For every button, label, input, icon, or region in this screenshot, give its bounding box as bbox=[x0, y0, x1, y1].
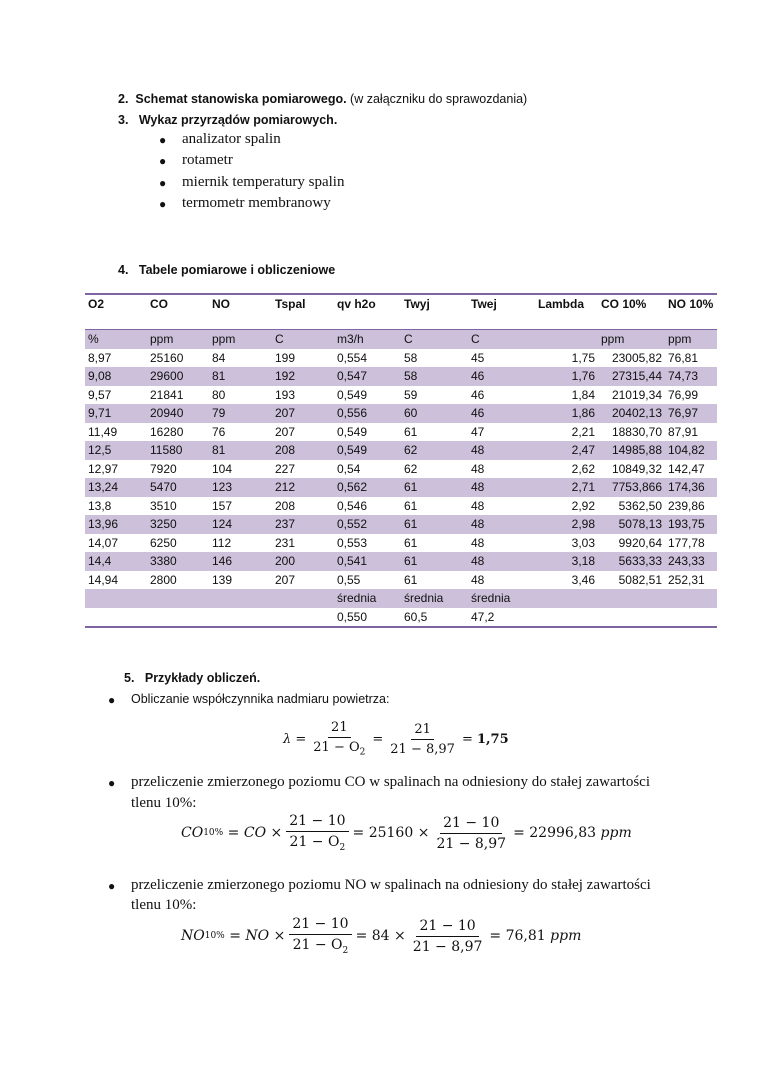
table-cell: 3,03 bbox=[571, 535, 595, 550]
table-header-row bbox=[85, 294, 717, 330]
lambda-formula: λ = $\frac{21}{21 - O_2}$ = $\frac{21}{21 - 8,97}$ = 1,75 bbox=[283, 720, 509, 758]
table-cell: 11,49 bbox=[88, 424, 118, 439]
table-cell bbox=[598, 589, 665, 608]
no-result: 76,81 bbox=[505, 928, 546, 944]
co-rhs-symbol: CO bbox=[243, 825, 267, 841]
table-cell: 87,91 bbox=[668, 424, 699, 439]
table-cell: 104,82 bbox=[665, 441, 717, 460]
co-numerator: 21 − 10 bbox=[286, 813, 348, 832]
table-cell: 231 bbox=[275, 535, 296, 550]
table-cell: średnia bbox=[334, 589, 401, 608]
no-lhs: NO bbox=[181, 928, 205, 944]
table-row bbox=[85, 349, 717, 368]
table-cell: 84 bbox=[212, 350, 226, 365]
table-cell: 0,54 bbox=[337, 461, 361, 476]
table-cell: 208 bbox=[275, 498, 296, 513]
bullet-icon: ● bbox=[159, 133, 167, 147]
table-cell: 27315,44 bbox=[598, 367, 665, 386]
table-cell bbox=[209, 608, 272, 628]
column-header: Lambda bbox=[535, 294, 598, 330]
table-cell: 74,73 bbox=[665, 367, 717, 386]
table-cell: 14,07 bbox=[88, 535, 119, 550]
table-cell: średnia bbox=[468, 589, 535, 608]
table-row bbox=[85, 552, 717, 571]
section-2-number: 2. bbox=[118, 92, 129, 106]
table-cell: 61 bbox=[404, 572, 418, 587]
table-cell: 0,541 bbox=[334, 552, 401, 571]
instrument-item: analizator spalin bbox=[182, 131, 281, 147]
table-cell: 1,84 bbox=[571, 387, 595, 402]
co-denominator: 21 − O bbox=[289, 834, 340, 851]
unit-cell: C bbox=[468, 330, 535, 349]
table-cell bbox=[272, 589, 334, 608]
table-cell: 142,47 bbox=[668, 461, 705, 476]
table-cell: 6250 bbox=[150, 535, 177, 550]
table-cell bbox=[85, 608, 147, 628]
table-cell: 139 bbox=[212, 572, 233, 587]
table-cell bbox=[598, 608, 665, 628]
table-cell bbox=[147, 589, 209, 608]
section-2-title: Schemat stanowiska pomiarowego. bbox=[135, 92, 347, 106]
no-formula: NO 10% = NO × $\frac{21 - 10}{21 - O_2}$ = 84 × $\frac{21 - 10}{21 - 8,97}$ = 76,81 ppm bbox=[181, 916, 582, 956]
instrument-item: miernik temperatury spalin bbox=[182, 174, 345, 190]
table-cell: 62 bbox=[401, 441, 468, 460]
table-cell: 61 bbox=[401, 515, 468, 534]
co-result: 22996,83 bbox=[529, 825, 597, 841]
no-unit: ppm bbox=[550, 928, 582, 944]
table-cell: 14,4 bbox=[85, 552, 147, 571]
calc-lambda-text: Obliczanie współczynnika nadmiaru powietrza: bbox=[131, 692, 390, 706]
unit-cell: ppm bbox=[598, 330, 665, 349]
table-cell: 193 bbox=[275, 387, 296, 402]
section-5-heading bbox=[124, 671, 260, 685]
table-cell: 112 bbox=[212, 535, 232, 550]
column-header: qv h2o bbox=[334, 294, 401, 330]
column-header: Twej bbox=[468, 294, 535, 330]
table-cell: 5470 bbox=[147, 478, 209, 497]
table-cell: 0,562 bbox=[334, 478, 401, 497]
table-cell bbox=[535, 589, 598, 608]
column-header: Twyj bbox=[401, 294, 468, 330]
table-cell: 48 bbox=[468, 441, 535, 460]
table-cell: 20940 bbox=[147, 404, 209, 423]
table-cell: 76,99 bbox=[668, 387, 699, 402]
table-cell bbox=[272, 608, 334, 628]
table-cell: 2,98 bbox=[535, 515, 598, 534]
table-cell: 174,36 bbox=[665, 478, 717, 497]
table-cell: 9,08 bbox=[85, 367, 147, 386]
lambda-numerator: 21 bbox=[328, 720, 351, 738]
table-cell: 3380 bbox=[147, 552, 209, 571]
table-cell: 192 bbox=[272, 367, 334, 386]
column-header: O2 bbox=[85, 294, 147, 330]
table-cell: 48 bbox=[468, 515, 535, 534]
table-cell: 2,21 bbox=[571, 424, 595, 439]
table-cell: 18830,70 bbox=[611, 424, 662, 439]
table-cell bbox=[665, 608, 717, 628]
section-5-title: Przykłady obliczeń. bbox=[144, 671, 261, 685]
table-cell: 252,31 bbox=[668, 572, 705, 587]
table-cell: 48 bbox=[471, 461, 485, 476]
average-label-row bbox=[85, 589, 717, 608]
table-row bbox=[85, 571, 717, 590]
unit-cell: C bbox=[272, 330, 334, 349]
table-cell: 2,62 bbox=[571, 461, 595, 476]
table-cell: 9,71 bbox=[85, 404, 147, 423]
table-cell: 61 bbox=[401, 552, 468, 571]
table-row bbox=[85, 515, 717, 534]
table-cell: 81 bbox=[209, 441, 272, 460]
no-sup: 10% bbox=[204, 931, 225, 941]
lambda-subscript: 2 bbox=[359, 747, 366, 758]
table-row bbox=[85, 423, 717, 442]
table-cell: 46 bbox=[471, 387, 485, 402]
units-row bbox=[85, 330, 717, 349]
no-denominator-value: 21 − 8,97 bbox=[412, 938, 483, 955]
no-value: 84 bbox=[371, 928, 390, 944]
no-denominator: 21 − O bbox=[292, 937, 343, 954]
table-cell: 76,97 bbox=[665, 404, 717, 423]
table-cell: 227 bbox=[275, 461, 296, 476]
table-cell: 193,75 bbox=[665, 515, 717, 534]
table-cell: 58 bbox=[401, 367, 468, 386]
table-cell: 23005,82 bbox=[611, 350, 662, 365]
no-subscript: 2 bbox=[342, 945, 349, 956]
table-cell: 8,97 bbox=[88, 350, 112, 365]
co-numerator-value: 21 − 10 bbox=[440, 815, 502, 834]
bullet-icon: ● bbox=[108, 879, 116, 893]
no-fraction-values bbox=[410, 918, 486, 955]
table-cell: 0,550 bbox=[334, 608, 401, 628]
section-3-heading bbox=[118, 113, 337, 127]
table-cell: 177,78 bbox=[668, 535, 705, 550]
table-cell: 2,71 bbox=[535, 478, 598, 497]
unit-cell: m3/h bbox=[334, 330, 401, 349]
table-cell: 25160 bbox=[150, 350, 184, 365]
table-cell: 59 bbox=[404, 387, 418, 402]
table-cell: 237 bbox=[272, 515, 334, 534]
table-cell: 104 bbox=[212, 461, 233, 476]
table-cell bbox=[209, 589, 272, 608]
table-cell: 61 bbox=[401, 478, 468, 497]
bullet-icon: ● bbox=[159, 154, 167, 168]
table-cell: 7753,866 bbox=[598, 478, 665, 497]
table-cell: 5633,33 bbox=[598, 552, 665, 571]
column-header: Tspal bbox=[272, 294, 334, 330]
table-cell: 13,96 bbox=[85, 515, 147, 534]
table-cell: 123 bbox=[209, 478, 272, 497]
table-cell: 207 bbox=[275, 572, 296, 587]
co-formula: CO 10% = CO × $\frac{21 - 10}{21 - O_2}$ = 25160 × $\frac{21 - 10}{21 - 8,97}$ = 22996,83 ppm bbox=[181, 813, 632, 853]
co-lhs: CO bbox=[181, 825, 204, 841]
table-cell: 58 bbox=[404, 350, 418, 365]
table-cell: 208 bbox=[272, 441, 334, 460]
table-cell: 47,2 bbox=[468, 608, 535, 628]
no-numerator-value: 21 − 10 bbox=[416, 918, 478, 937]
table-cell: 48 bbox=[471, 498, 485, 513]
table-cell: 243,33 bbox=[665, 552, 717, 571]
lambda-denominator: 21 − O bbox=[313, 740, 360, 756]
no-fraction bbox=[289, 916, 351, 956]
section-2-note: (w załączniku do sprawozdania) bbox=[350, 92, 528, 106]
unit-cell: % bbox=[85, 330, 147, 349]
calc-co-text-line1: przeliczenie zmierzonego poziomu CO w spalinach na odniesiony do stałej zawartości bbox=[131, 774, 650, 790]
table-cell: 3,18 bbox=[535, 552, 598, 571]
table-cell: 3250 bbox=[147, 515, 209, 534]
unit-cell: ppm bbox=[209, 330, 272, 349]
column-header: CO bbox=[147, 294, 209, 330]
table-row bbox=[85, 441, 717, 460]
table-cell: 21019,34 bbox=[611, 387, 662, 402]
table-cell bbox=[665, 589, 717, 608]
measurement-table bbox=[85, 293, 717, 628]
co-unit: ppm bbox=[600, 825, 632, 841]
table-cell: 0,549 bbox=[337, 424, 368, 439]
table-cell: 5082,51 bbox=[618, 572, 662, 587]
unit-cell bbox=[535, 330, 598, 349]
table-row bbox=[85, 478, 717, 497]
table-cell: 48 bbox=[471, 572, 485, 587]
table-cell: 2,47 bbox=[535, 441, 598, 460]
table-cell: 0,549 bbox=[334, 441, 401, 460]
lambda-fraction bbox=[310, 720, 368, 758]
table-cell: 124 bbox=[209, 515, 272, 534]
table-cell: 0,55 bbox=[337, 572, 361, 587]
table-cell bbox=[147, 608, 209, 628]
table-cell: 1,86 bbox=[535, 404, 598, 423]
table-cell: 9,57 bbox=[88, 387, 112, 402]
lambda-result: 1,75 bbox=[476, 731, 509, 747]
table-cell: 9920,64 bbox=[618, 535, 662, 550]
table-cell: 46 bbox=[468, 367, 535, 386]
table-cell: 5078,13 bbox=[598, 515, 665, 534]
lambda-fraction-values bbox=[387, 722, 458, 757]
calc-no-text-line2: tlenu 10%: bbox=[131, 897, 197, 913]
co-fraction bbox=[286, 813, 348, 853]
table-row bbox=[85, 386, 717, 405]
co-value: 25160 bbox=[368, 825, 414, 841]
table-cell: 207 bbox=[272, 404, 334, 423]
co-subscript: 2 bbox=[339, 842, 346, 853]
bullet-icon: ● bbox=[159, 176, 167, 190]
table-cell: 199 bbox=[275, 350, 296, 365]
table-cell bbox=[85, 589, 147, 608]
table-cell: 81 bbox=[209, 367, 272, 386]
average-values-row bbox=[85, 608, 717, 628]
table-cell: 239,86 bbox=[668, 498, 705, 513]
table-row bbox=[85, 534, 717, 553]
no-numerator: 21 − 10 bbox=[289, 916, 351, 935]
co-sup: 10% bbox=[203, 828, 224, 838]
calc-no-text-line1: przeliczenie zmierzonego poziomu NO w spalinach na odniesiony do stałej zawartości bbox=[131, 877, 651, 893]
co-denominator-value: 21 − 8,97 bbox=[436, 835, 507, 852]
bullet-icon: ● bbox=[108, 776, 116, 790]
table-cell: 0,546 bbox=[337, 498, 368, 513]
table-cell: 146 bbox=[209, 552, 272, 571]
section-3-title: Wykaz przyrządów pomiarowych. bbox=[138, 113, 338, 127]
table-cell: 21841 bbox=[150, 387, 184, 402]
table-cell: 5362,50 bbox=[618, 498, 662, 513]
co-fraction-values bbox=[433, 815, 509, 852]
table-cell: 12,5 bbox=[85, 441, 147, 460]
unit-cell: ppm bbox=[665, 330, 717, 349]
table-row bbox=[85, 404, 717, 423]
table-cell: 11580 bbox=[147, 441, 209, 460]
section-4-title: Tabele pomiarowe i obliczeniowe bbox=[138, 263, 336, 277]
table-cell: 61 bbox=[404, 535, 418, 550]
section-5-number: 5. bbox=[124, 671, 135, 685]
table-cell: 3,46 bbox=[571, 572, 595, 587]
table-cell: 61 bbox=[404, 498, 418, 513]
table-cell: 1,76 bbox=[535, 367, 598, 386]
table-cell: 0,547 bbox=[334, 367, 401, 386]
table-cell: 200 bbox=[272, 552, 334, 571]
table-cell: 46 bbox=[468, 404, 535, 423]
table-cell: 16280 bbox=[150, 424, 184, 439]
table-cell: 207 bbox=[275, 424, 296, 439]
table-cell: 80 bbox=[212, 387, 226, 402]
column-header: NO bbox=[209, 294, 272, 330]
table-cell: 2,92 bbox=[571, 498, 595, 513]
section-4-number: 4. bbox=[118, 263, 129, 277]
table-cell: 0,554 bbox=[337, 350, 368, 365]
table-cell: 60 bbox=[401, 404, 468, 423]
table-cell: 13,24 bbox=[85, 478, 147, 497]
section-4-heading bbox=[118, 263, 335, 277]
no-rhs-symbol: NO bbox=[245, 928, 270, 944]
calc-co-text-line2: tlenu 10%: bbox=[131, 795, 197, 811]
table-cell: 1,75 bbox=[571, 350, 595, 365]
table-cell: 48 bbox=[468, 552, 535, 571]
lambda-denominator-value: 21 − 8,97 bbox=[390, 741, 455, 757]
bullet-icon: ● bbox=[108, 693, 116, 707]
table-cell: 3510 bbox=[150, 498, 177, 513]
table-cell: 61 bbox=[404, 424, 418, 439]
table-cell: 2800 bbox=[150, 572, 177, 587]
lambda-symbol: λ bbox=[283, 731, 292, 747]
table-cell: 47 bbox=[471, 424, 485, 439]
table-cell: 48 bbox=[471, 535, 485, 550]
table-cell: 10849,32 bbox=[611, 461, 662, 476]
table-cell: 7920 bbox=[150, 461, 177, 476]
instrument-item: rotametr bbox=[182, 152, 233, 168]
section-2-heading bbox=[118, 92, 527, 106]
table-row bbox=[85, 460, 717, 479]
column-header: NO 10% bbox=[665, 294, 717, 330]
table-cell: 60,5 bbox=[401, 608, 468, 628]
table-cell bbox=[535, 608, 598, 628]
table-cell: 0,552 bbox=[334, 515, 401, 534]
table-row bbox=[85, 367, 717, 386]
instrument-item: termometr membranowy bbox=[182, 195, 331, 211]
table-cell: 20402,13 bbox=[598, 404, 665, 423]
table-cell: 62 bbox=[404, 461, 418, 476]
table-row bbox=[85, 497, 717, 516]
lambda-numerator-value: 21 bbox=[411, 722, 434, 740]
table-cell: średnia bbox=[401, 589, 468, 608]
unit-cell: ppm bbox=[147, 330, 209, 349]
bullet-icon: ● bbox=[159, 197, 167, 211]
table-cell: 13,8 bbox=[88, 498, 112, 513]
table-cell: 0,549 bbox=[337, 387, 368, 402]
table-cell: 12,97 bbox=[88, 461, 119, 476]
table-cell: 29600 bbox=[147, 367, 209, 386]
table-cell: 45 bbox=[471, 350, 485, 365]
table-cell: 79 bbox=[209, 404, 272, 423]
table-cell: 0,556 bbox=[334, 404, 401, 423]
table-cell: 0,553 bbox=[337, 535, 368, 550]
table-cell: 76 bbox=[212, 424, 226, 439]
table-cell: 14985,88 bbox=[598, 441, 665, 460]
table-cell: 48 bbox=[468, 478, 535, 497]
table-cell: 212 bbox=[272, 478, 334, 497]
table-cell: 14,94 bbox=[88, 572, 119, 587]
unit-cell: C bbox=[401, 330, 468, 349]
column-header: CO 10% bbox=[598, 294, 665, 330]
table-cell: 157 bbox=[212, 498, 233, 513]
section-3-number: 3. bbox=[118, 113, 129, 127]
table-cell: 76,81 bbox=[668, 350, 699, 365]
